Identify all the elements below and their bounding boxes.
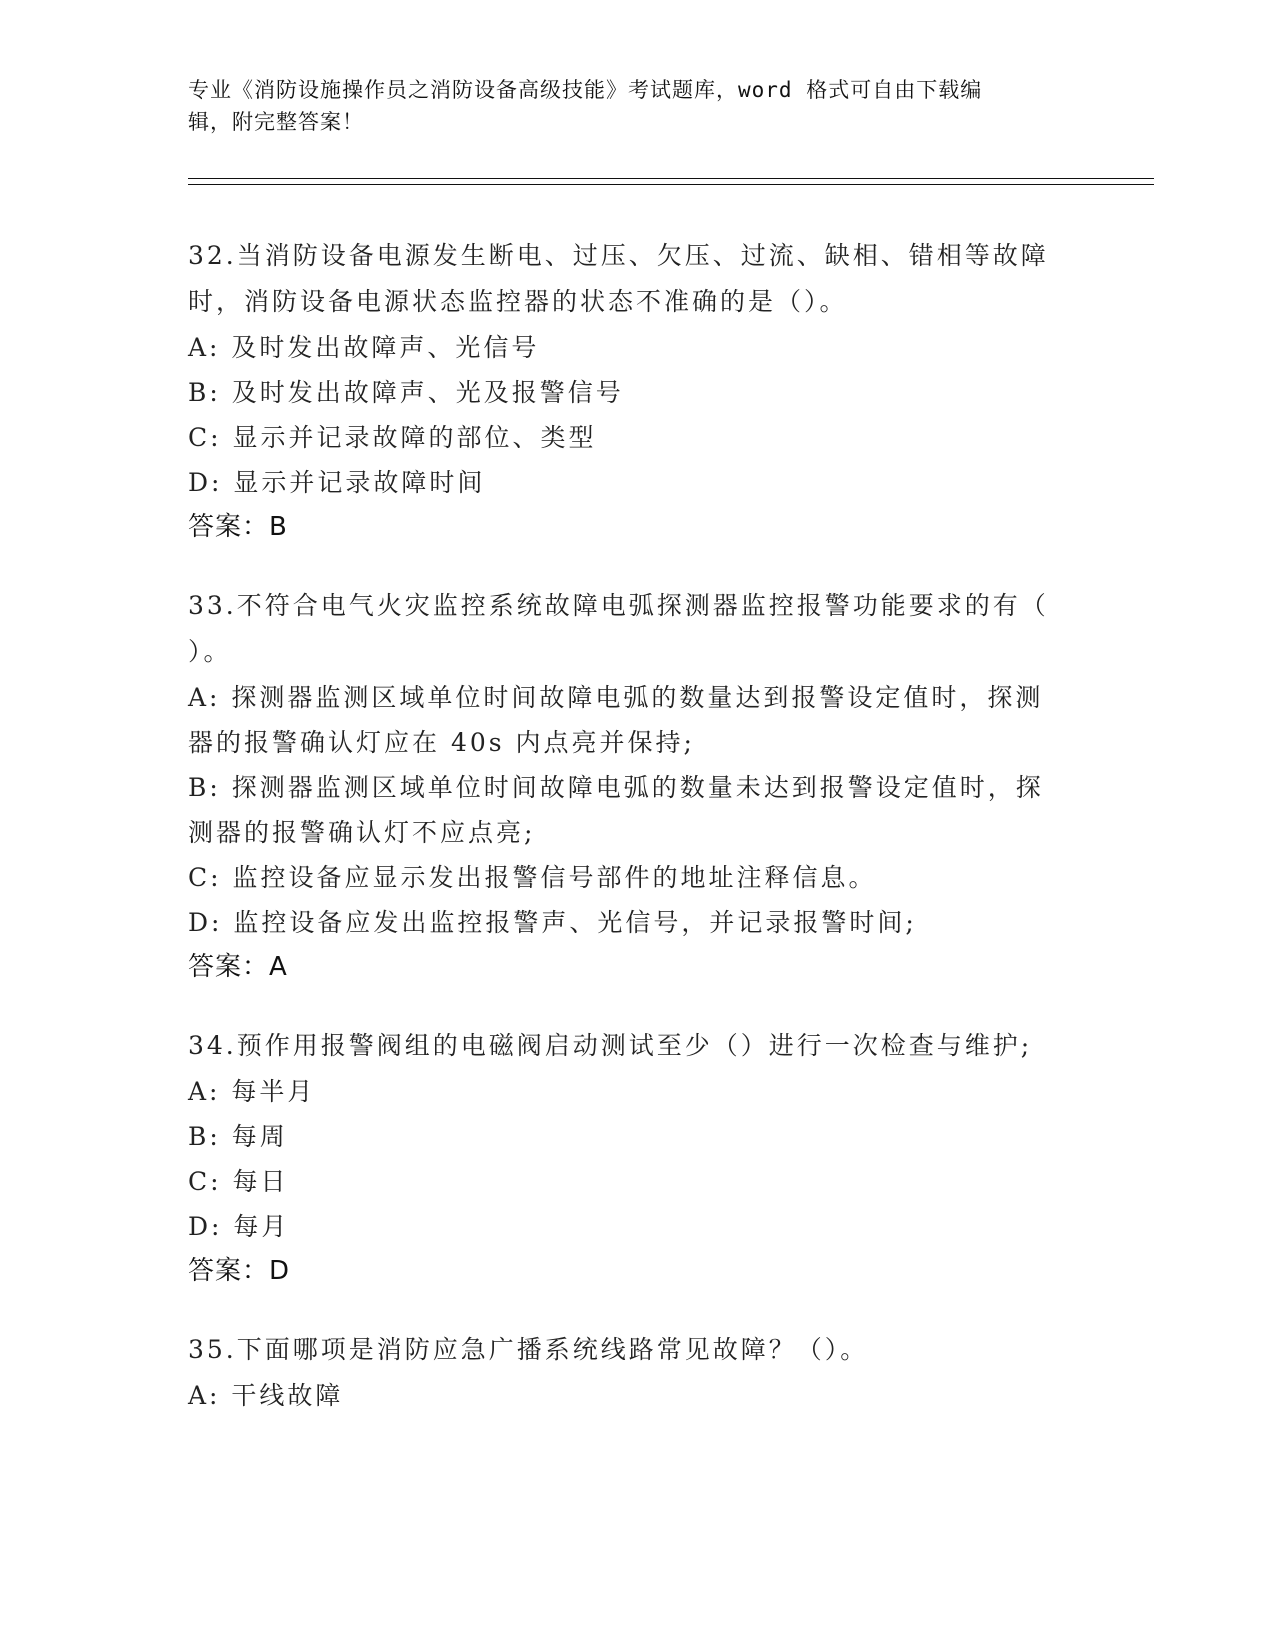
- option-a: A: 及时发出故障声、光信号: [188, 333, 540, 362]
- option-b: B: 探测器监测区域单位时间故障电弧的数量未达到报警设定值时，探: [188, 773, 1044, 802]
- question-34: [188, 1023, 1088, 1294]
- question-stem-line: 34.预作用报警阀组的电磁阀启动测试至少（）进行一次检查与维护;: [188, 1031, 1033, 1060]
- question-list: [188, 233, 1088, 1451]
- header-rule-bottom: [188, 184, 1154, 185]
- option-a: A: 每半月: [188, 1077, 316, 1106]
- header-line-1: 专业《消防设施操作员之消防设备高级技能》考试题库，word 格式可自由下载编: [188, 78, 983, 102]
- option-d: D: 每月: [188, 1212, 290, 1241]
- question-stem-line: 35.下面哪项是消防应急广播系统线路常见故障？（）。: [188, 1335, 869, 1364]
- answer: 答案：A: [188, 952, 288, 982]
- option-c: C: 每日: [188, 1167, 289, 1196]
- question-32: [188, 233, 1088, 550]
- answer: 答案：B: [188, 512, 288, 542]
- option-d: D: 监控设备应发出监控报警声、光信号，并记录报警时间;: [188, 908, 917, 937]
- option-b: B: 每周: [188, 1122, 288, 1151]
- option-d: D: 显示并记录故障时间: [188, 468, 486, 497]
- header-rule-top: [188, 178, 1154, 179]
- option-a: A: 干线故障: [188, 1381, 344, 1410]
- option-a-continued: 器的报警确认灯应在 40s 内点亮并保持;: [188, 728, 695, 757]
- question-stem-line: 时，消防设备电源状态监控器的状态不准确的是（）。: [188, 287, 848, 316]
- question-stem-line: 32.当消防设备电源发生断电、过压、欠压、过流、缺相、错相等故障: [188, 241, 1049, 270]
- answer: 答案：D: [188, 1256, 291, 1286]
- question-stem-line: ）。: [188, 637, 232, 666]
- option-a: A: 探测器监测区域单位时间故障电弧的数量达到报警设定值时，探测: [188, 683, 1044, 712]
- question-33: [188, 583, 1088, 990]
- header-line-2: 辑，附完整答案！: [188, 110, 364, 134]
- question-35: [188, 1327, 1088, 1418]
- document-header: [188, 74, 1068, 138]
- option-c: C: 监控设备应显示发出报警信号部件的地址注释信息。: [188, 863, 877, 892]
- option-c: C: 显示并记录故障的部位、类型: [188, 423, 597, 452]
- question-stem-line: 33.不符合电气火灾监控系统故障电弧探测器监控报警功能要求的有（: [188, 591, 1049, 620]
- option-b: B: 及时发出故障声、光及报警信号: [188, 378, 624, 407]
- option-b-continued: 测器的报警确认灯不应点亮;: [188, 818, 536, 847]
